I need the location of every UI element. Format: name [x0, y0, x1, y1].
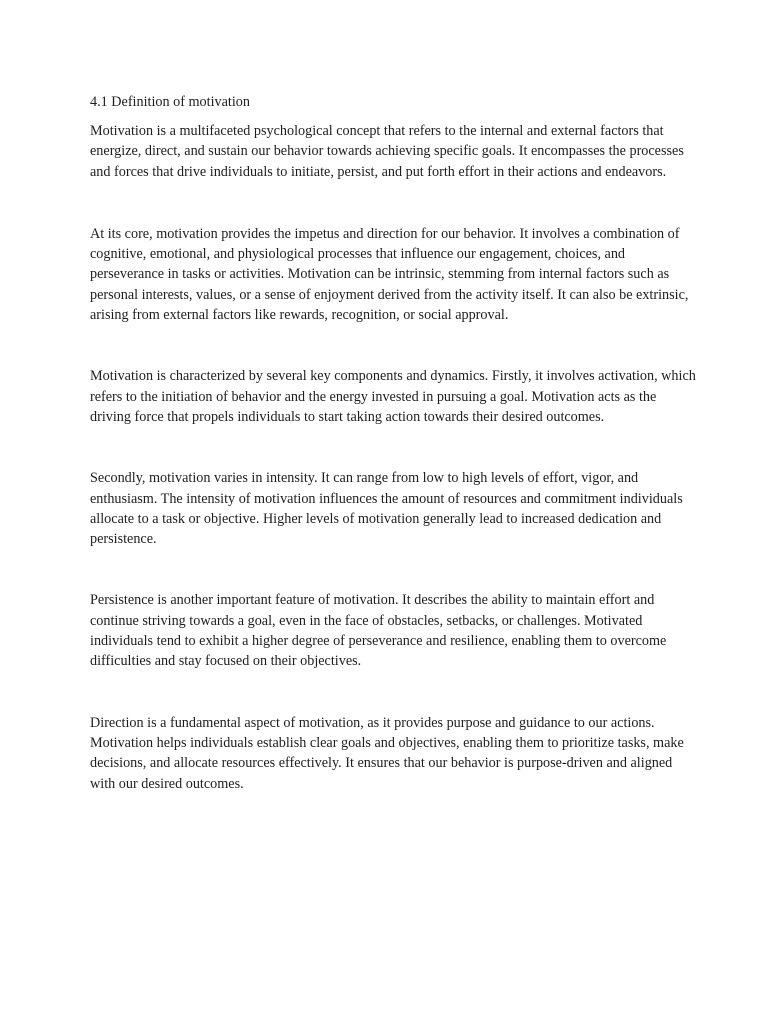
- paragraph-direction: Direction is a fundamental aspect of motivation, as it provides purpose and guidance to our actions. Motivation helps individuals establish clear goals and objectives, enabling them to prioritize tasks, make decisions, and allocate resources effectively. It ensures that our behavior is purpose-driven and aligned with our desired outcomes.: [90, 714, 684, 792]
- paragraph-activation: Motivation is characterized by several key components and dynamics. Firstly, it involves activation, which refers to the initiation of behavior and the energy invested in pursuing a goal. Motivation acts as the driving force that propels individuals to start taking action towards their desired outcomes.: [90, 368, 696, 425]
- section-heading: 4.1 Definition of motivation: [90, 94, 250, 110]
- paragraph-persistence: Persistence is another important feature of motivation. It describes the ability to maintain effort and continue striving towards a goal, even in the face of obstacles, setbacks, or challenges. Motivated individuals tend to exhibit a higher degree of perseverance and resilience, enabling them to overcome difficulties and stay focused on their objectives.: [90, 592, 667, 670]
- paragraph-definition: Motivation is a multifaceted psychological concept that refers to the internal and external factors that energize, direct, and sustain our behavior towards achieving specific goals. It encompasses the processes and forces that drive individuals to initiate, persist, and put forth effort in their actions and endeavors.: [90, 123, 684, 180]
- paragraph-core: At its core, motivation provides the impetus and direction for our behavior. It involves a combination of cognitive, emotional, and physiological processes that influence our engagement, choices, and perseverance in tasks or activities. Motivation can be intrinsic, stemming from internal factors such as personal interests, values, or a sense of enjoyment derived from the activity itself. It can also be extrinsic, arising from external factors like rewards, recognition, or social approval.: [90, 225, 689, 324]
- document-body: [90, 92, 700, 794]
- paragraph-intensity: Secondly, motivation varies in intensity. It can range from low to high levels of effort, vigor, and enthusiasm. The intensity of motivation influences the amount of resources and commitment individuals allocate to a task or objective. Higher levels of motivation generally lead to increased dedication and persistence.: [90, 470, 683, 548]
